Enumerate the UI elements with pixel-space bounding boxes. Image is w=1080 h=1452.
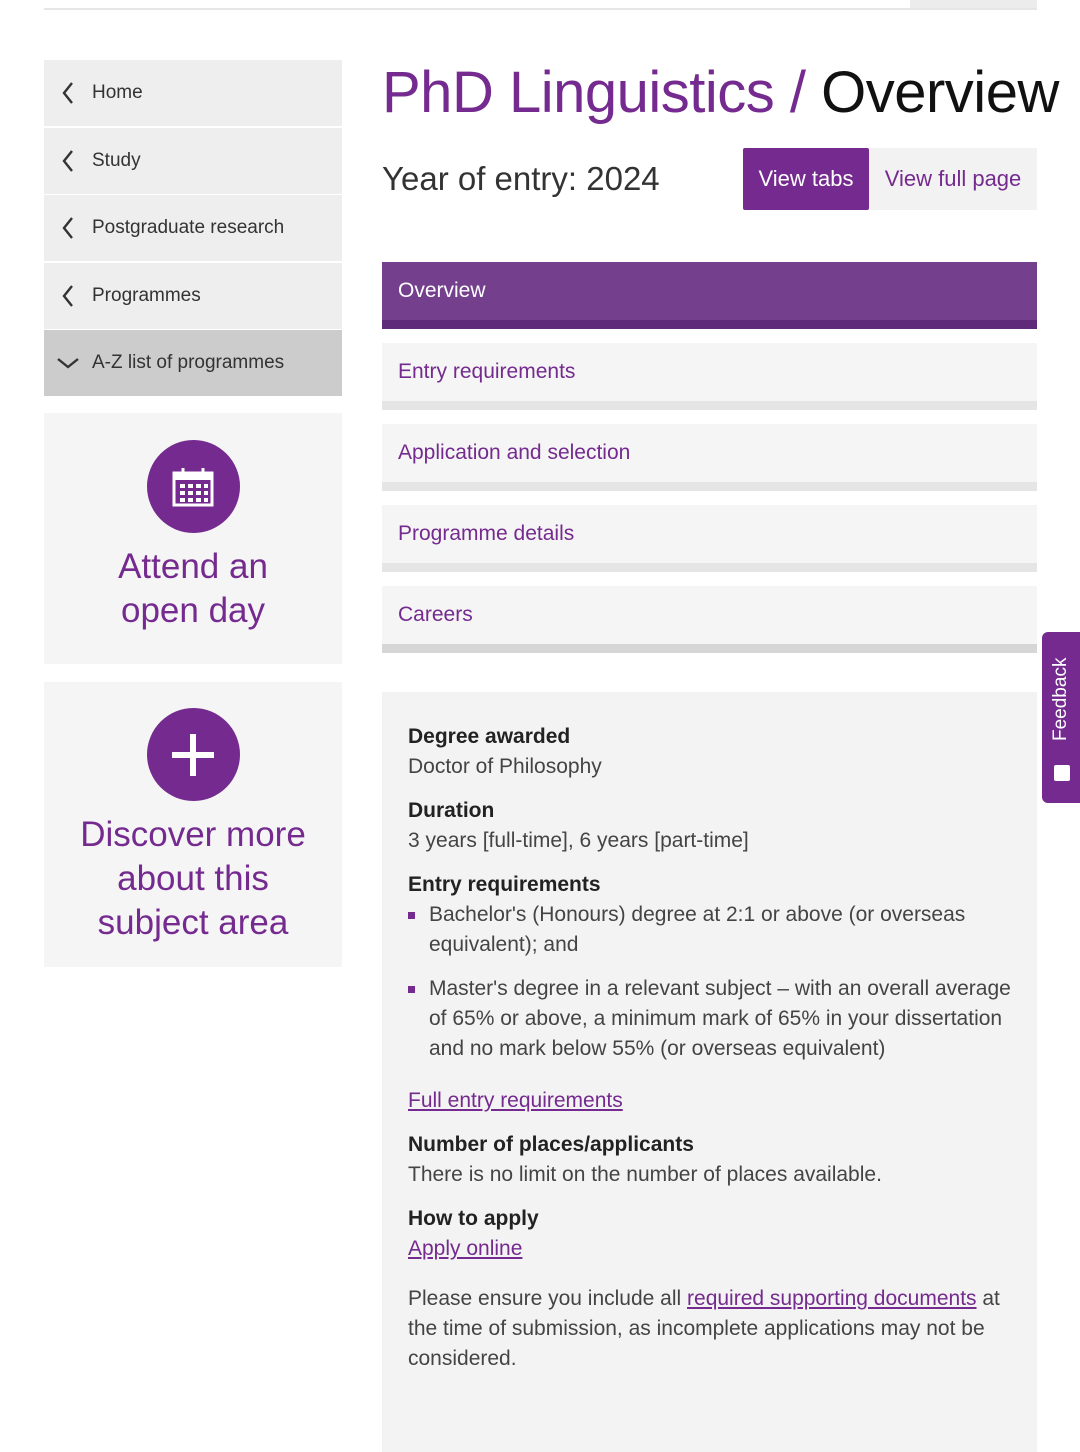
tab-entry-requirements[interactable]: Entry requirements <box>382 343 1037 410</box>
calendar-icon <box>147 440 240 533</box>
sidebar-item-postgraduate-research[interactable] <box>44 195 342 261</box>
programme-name: PhD Linguistics <box>382 60 775 125</box>
open-day-promo[interactable] <box>44 413 342 664</box>
degree-label: Degree awarded <box>408 725 571 748</box>
sidebar-item-home[interactable] <box>44 60 342 126</box>
entry-requirements-list <box>408 900 1011 1064</box>
degree-value: Doctor of Philosophy <box>408 755 602 778</box>
discover-more-promo[interactable] <box>44 682 342 967</box>
places-label: Number of places/applicants <box>408 1133 694 1156</box>
list-item: Bachelor's (Honours) degree at 2:1 or above (or overseas equivalent); and <box>408 900 1011 960</box>
year-of-entry: Year of entry: 2024 <box>382 160 660 197</box>
overview-panel <box>382 692 1037 1452</box>
view-tabs-button[interactable]: View tabs <box>743 148 869 210</box>
sidebar-item-label: Study <box>92 149 141 171</box>
sidebar-nav <box>44 60 342 398</box>
how-to-apply-label: How to apply <box>408 1207 539 1230</box>
tab-careers[interactable]: Careers <box>382 586 1037 653</box>
entry-requirements-label: Entry requirements <box>408 873 601 896</box>
tab-programme-details[interactable]: Programme details <box>382 505 1037 572</box>
duration-label: Duration <box>408 799 495 822</box>
top-bar <box>44 0 1037 10</box>
section-name: Overview <box>821 60 1059 125</box>
places-value: There is no limit on the number of places available. <box>408 1163 882 1186</box>
chevron-down-icon <box>44 356 92 370</box>
chevron-left-icon <box>44 284 92 308</box>
sidebar-item-a-z-list[interactable] <box>44 330 342 396</box>
sidebar-item-label: Programmes <box>92 284 201 306</box>
chevron-left-icon <box>44 81 92 105</box>
note-suffix: at the time of submission, as incomplete applications may not be considered. <box>408 1287 1000 1370</box>
feedback-icon <box>1054 765 1070 781</box>
tab-application-and-selection[interactable]: Application and selection <box>382 424 1037 491</box>
tab-overview[interactable]: Overview <box>382 262 1037 329</box>
section-tabs <box>382 262 1037 667</box>
feedback-label: Feedback <box>1050 657 1071 742</box>
top-bar-tab[interactable] <box>910 0 1037 8</box>
discover-more-title[interactable]: Discover more about this subject area <box>80 815 306 942</box>
title-separator: / <box>789 60 806 125</box>
full-entry-requirements-link[interactable]: Full entry requirements <box>408 1089 623 1112</box>
sidebar-item-label: A-Z list of programmes <box>92 352 285 373</box>
note-prefix: Please ensure you include all <box>408 1287 688 1310</box>
sidebar-item-label: Home <box>92 82 143 103</box>
required-supporting-documents-link[interactable]: required supporting documents <box>687 1287 977 1310</box>
list-item: Master's degree in a relevant subject – with an overall average of 65% or above, a minimum mark of 65% in your dissertation and no mark below 55% (or overseas equivalent) <box>408 974 1011 1064</box>
chevron-left-icon <box>44 216 92 240</box>
sidebar-item-programmes[interactable] <box>44 263 342 329</box>
main-content <box>382 60 1059 1370</box>
sidebar-item-study[interactable] <box>44 128 342 194</box>
apply-online-row <box>408 1234 1011 1264</box>
apply-online-link[interactable]: Apply online <box>408 1237 523 1260</box>
duration-value: 3 years [full-time], 6 years [part-time] <box>408 829 749 852</box>
supporting-documents-note <box>408 1284 1011 1374</box>
view-full-page-button[interactable]: View full page <box>869 148 1037 210</box>
entry-row <box>382 148 1037 210</box>
chevron-left-icon <box>44 149 92 173</box>
plus-icon <box>147 708 240 801</box>
sidebar-item-label: Postgraduate research <box>92 217 285 238</box>
full-entry-requirements-row <box>408 1086 1011 1116</box>
feedback-tab[interactable] <box>1042 632 1080 803</box>
open-day-title[interactable]: Attend an open day <box>118 547 268 630</box>
page-title <box>382 60 1059 126</box>
